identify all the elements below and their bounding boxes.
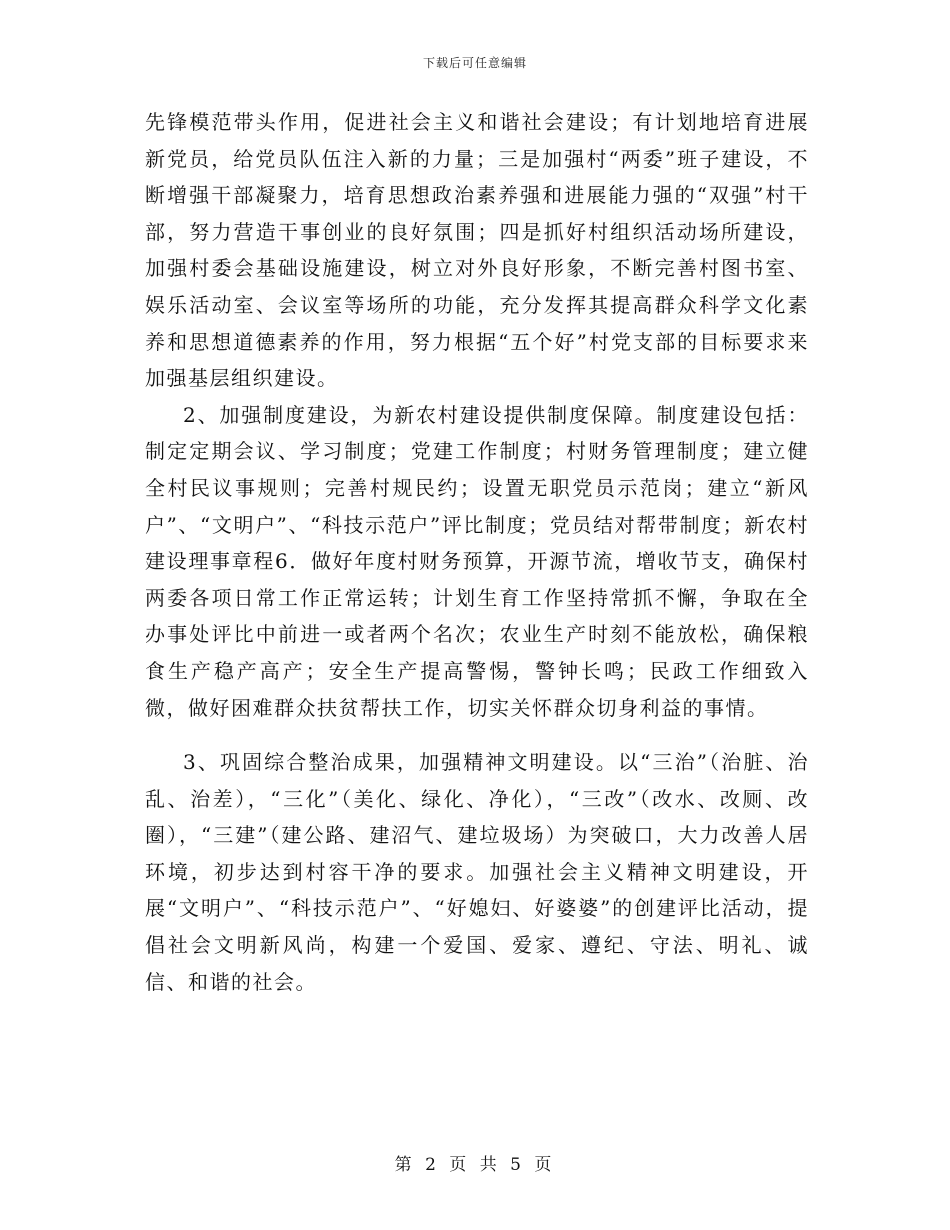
document-body [145, 104, 809, 1000]
paragraph-2: 2、加强制度建设，为新农村建设提供制度保障。制度建设包括：制定定期会议、学习制度；党建工作制度；村财务管理制度；建立健全村民议事规则；完善村规民约；设置无职党员示范岗；建立“新风户”、“文明户”、“科技示范户”评比制度；党员结对帮带制度；新农村建设理事章程6．做好年度村财务预算，开源节流，增收节支，确保村两委各项日常工作正常运转；计划生育工作坚持常抓不懈，争取在全办事处评比中前进一或者两个名次；农业生产时刻不能放松，确保粮食生产稳产高产；安全生产提高警惕，警钟长鸣；民政工作细致入微，做好困难群众扶贫帮扶工作，切实关怀群众切身利益的事情。 [145, 402, 809, 720]
paragraph-1: 先锋模范带头作用，促进社会主义和谐社会建设；有计划地培育进展新党员，给党员队伍注入新的力量；三是加强村“两委”班子建设，不断增强干部凝聚力，培育思想政治素养强和进展能力强的“双强”村干部，努力营造干事创业的良好氛围；四是抓好村组织活动场所建设，加强村委会基础设施建设，树立对外良好形象，不断完善村图书室、娱乐活动室、会议室等场所的功能，充分发挥其提高群众科学文化素养和思想道德素养的作用，努力根据“五个好”村党支部的目标要求来加强基层组织建设。 [145, 110, 809, 391]
paragraph-3: 3、巩固综合整治成果，加强精神文明建设。以“三治”（治脏、治乱、治差），“三化”（美化、绿化、净化），“三改”（改水、改厕、改圈），“三建”（建公路、建沼气、建垃圾场）为突破口，大力改善人居环境，初步达到村容干净的要求。加强社会主义精神文明建设，开展“文明户”、“科技示范户”、“好媳妇、好婆婆”的创建评比活动，提倡社会文明新风尚，构建一个爱国、爱家、遵纪、守法、明礼、诚信、和谐的社会。 [145, 750, 809, 994]
page-number-footer: 第 2 页 共 5 页 [394, 1155, 556, 1175]
page-header-note: 下载后可任意编辑 [422, 56, 527, 70]
